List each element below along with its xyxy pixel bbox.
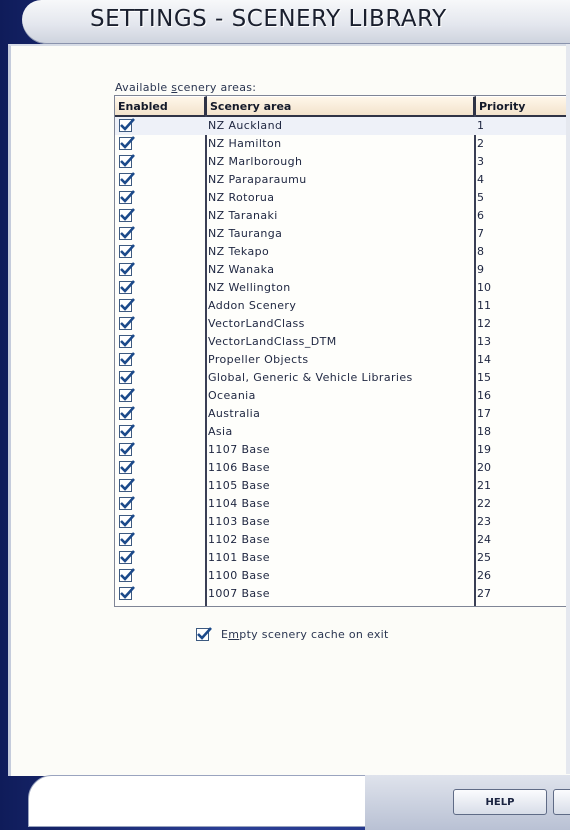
enabled-checkbox[interactable] — [119, 425, 132, 438]
priority-cell: 23 — [477, 515, 491, 528]
priority-cell: 22 — [477, 497, 491, 510]
checkmark-icon — [119, 387, 135, 403]
enabled-checkbox[interactable] — [119, 587, 132, 600]
checkmark-icon — [119, 441, 135, 457]
checkmark-icon — [119, 549, 135, 565]
scenery-area-cell: 1007 Base — [208, 587, 270, 600]
table-row[interactable] — [115, 315, 570, 333]
table-row[interactable] — [115, 369, 570, 387]
table-row[interactable] — [115, 135, 570, 153]
table-row[interactable] — [115, 567, 570, 585]
checkmark-icon — [119, 369, 135, 385]
priority-cell: 9 — [477, 263, 484, 276]
checkmark-icon — [119, 531, 135, 547]
checkmark-icon — [119, 513, 135, 529]
column-header-scenery-area[interactable]: Scenery area — [207, 96, 476, 115]
checkmark-icon — [119, 207, 135, 223]
enabled-checkbox[interactable] — [119, 227, 132, 240]
enabled-checkbox[interactable] — [119, 155, 132, 168]
priority-cell: 17 — [477, 407, 491, 420]
table-row[interactable] — [115, 279, 570, 297]
checkmark-icon — [119, 351, 135, 367]
enabled-checkbox[interactable] — [119, 497, 132, 510]
help-button[interactable]: HELP — [453, 789, 547, 815]
title-bar — [22, 0, 570, 44]
priority-cell: 14 — [477, 353, 491, 366]
content-panel — [8, 44, 570, 776]
scenery-area-cell: Asia — [208, 425, 233, 438]
enabled-checkbox[interactable] — [119, 209, 132, 222]
priority-cell: 27 — [477, 587, 491, 600]
checkmark-icon — [119, 423, 135, 439]
checkmark-icon — [119, 297, 135, 313]
enabled-checkbox[interactable] — [119, 389, 132, 402]
scenery-area-cell: 1102 Base — [208, 533, 270, 546]
table-row[interactable] — [115, 189, 570, 207]
table-row[interactable] — [115, 549, 570, 567]
checkmark-icon — [119, 225, 135, 241]
table-row[interactable] — [115, 423, 570, 441]
checkmark-icon — [119, 117, 135, 133]
status-area — [28, 775, 366, 827]
scenery-area-cell: 1107 Base — [208, 443, 270, 456]
window-title: SETTINGS - SCENERY LIBRARY — [90, 6, 447, 32]
table-row[interactable] — [115, 351, 570, 369]
checkmark-icon — [119, 333, 135, 349]
scenery-area-cell: NZ Auckland — [208, 119, 283, 132]
enabled-checkbox[interactable] — [119, 335, 132, 348]
priority-cell: 6 — [477, 209, 484, 222]
scenery-area-cell: 1106 Base — [208, 461, 270, 474]
priority-cell: 26 — [477, 569, 491, 582]
scenery-area-cell: Global, Generic & Vehicle Libraries — [208, 371, 413, 384]
table-row[interactable] — [115, 495, 570, 513]
table-row[interactable] — [115, 207, 570, 225]
scenery-area-cell: NZ Rotorua — [208, 191, 275, 204]
checkmark-icon — [119, 405, 135, 421]
priority-cell: 7 — [477, 227, 484, 240]
priority-cell: 15 — [477, 371, 491, 384]
panel-edge — [566, 44, 570, 774]
scenery-area-cell: VectorLandClass — [208, 317, 305, 330]
checkmark-icon — [119, 189, 135, 205]
table-row[interactable] — [115, 261, 570, 279]
checkmark-icon — [119, 585, 135, 601]
priority-cell: 24 — [477, 533, 491, 546]
enabled-checkbox[interactable] — [119, 515, 132, 528]
table-row[interactable] — [115, 513, 570, 531]
checkmark-icon — [119, 153, 135, 169]
priority-cell: 2 — [477, 137, 484, 150]
enabled-checkbox[interactable] — [119, 443, 132, 456]
scenery-area-cell: 1101 Base — [208, 551, 270, 564]
enabled-checkbox[interactable] — [119, 263, 132, 276]
priority-cell: 11 — [477, 299, 491, 312]
table-row[interactable] — [115, 459, 570, 477]
table-row[interactable] — [115, 531, 570, 549]
next-button[interactable] — [553, 789, 570, 815]
priority-cell: 16 — [477, 389, 491, 402]
scenery-area-cell: NZ Paraparaumu — [208, 173, 307, 186]
table-row[interactable] — [115, 297, 570, 315]
scenery-area-cell: NZ Marlborough — [208, 155, 303, 168]
scenery-area-cell: NZ Tekapo — [208, 245, 270, 258]
scenery-area-cell: NZ Tauranga — [208, 227, 283, 240]
checkmark-icon — [119, 171, 135, 187]
enabled-checkbox[interactable] — [119, 461, 132, 474]
column-header-enabled[interactable]: Enabled — [115, 96, 207, 115]
checkmark-icon — [119, 243, 135, 259]
checkmark-icon — [119, 135, 135, 151]
scenery-area-cell: Australia — [208, 407, 261, 420]
priority-cell: 13 — [477, 335, 491, 348]
scenery-area-cell: NZ Wellington — [208, 281, 291, 294]
scenery-area-cell: Propeller Objects — [208, 353, 309, 366]
enabled-checkbox[interactable] — [119, 407, 132, 420]
available-areas-label: Available scenery areas: — [115, 81, 257, 94]
column-header-priority[interactable]: Priority — [476, 96, 570, 115]
empty-cache-label: Empty scenery cache on exit — [221, 628, 389, 641]
checkmark-icon — [119, 315, 135, 331]
enabled-checkbox[interactable] — [119, 569, 132, 582]
enabled-checkbox[interactable] — [119, 533, 132, 546]
table-row[interactable] — [115, 225, 570, 243]
priority-cell: 5 — [477, 191, 484, 204]
checkmark-icon — [119, 477, 135, 493]
priority-cell: 1 — [477, 119, 484, 132]
checkmark-icon — [119, 261, 135, 277]
table-row[interactable] — [115, 477, 570, 495]
enabled-checkbox[interactable] — [119, 353, 132, 366]
checkmark-icon — [119, 567, 135, 583]
checkmark-icon — [196, 626, 212, 642]
table-row[interactable] — [115, 171, 570, 189]
enabled-checkbox[interactable] — [119, 317, 132, 330]
scenery-area-cell: Addon Scenery — [208, 299, 297, 312]
table-row[interactable] — [115, 405, 570, 423]
priority-cell: 19 — [477, 443, 491, 456]
priority-cell: 25 — [477, 551, 491, 564]
scenery-area-cell: 1103 Base — [208, 515, 270, 528]
scenery-list[interactable] — [114, 95, 570, 607]
scenery-area-cell: Oceania — [208, 389, 256, 402]
table-row[interactable] — [115, 387, 570, 405]
table-row[interactable] — [115, 117, 570, 135]
enabled-checkbox[interactable] — [119, 191, 132, 204]
scenery-area-cell: VectorLandClass_DTM — [208, 335, 337, 348]
enabled-checkbox[interactable] — [119, 245, 132, 258]
checkmark-icon — [119, 459, 135, 475]
scenery-area-cell: 1104 Base — [208, 497, 270, 510]
list-header — [115, 96, 570, 117]
scenery-area-cell: NZ Taranaki — [208, 209, 278, 222]
priority-cell: 8 — [477, 245, 484, 258]
scenery-area-cell: NZ Hamilton — [208, 137, 282, 150]
empty-cache-checkbox[interactable] — [196, 628, 209, 641]
checkmark-icon — [119, 495, 135, 511]
enabled-checkbox[interactable] — [119, 119, 132, 132]
table-row[interactable] — [115, 243, 570, 261]
priority-cell: 3 — [477, 155, 484, 168]
enabled-checkbox[interactable] — [119, 551, 132, 564]
scenery-area-cell: NZ Wanaka — [208, 263, 275, 276]
scenery-area-cell: 1100 Base — [208, 569, 270, 582]
table-row[interactable] — [115, 585, 570, 603]
priority-cell: 21 — [477, 479, 491, 492]
priority-cell: 4 — [477, 173, 484, 186]
enabled-checkbox[interactable] — [119, 479, 132, 492]
scenery-area-cell: 1105 Base — [208, 479, 270, 492]
priority-cell: 10 — [477, 281, 491, 294]
table-row[interactable] — [115, 153, 570, 171]
table-row[interactable] — [115, 441, 570, 459]
priority-cell: 18 — [477, 425, 491, 438]
enabled-checkbox[interactable] — [119, 299, 132, 312]
enabled-checkbox[interactable] — [119, 173, 132, 186]
enabled-checkbox[interactable] — [119, 281, 132, 294]
enabled-checkbox[interactable] — [119, 371, 132, 384]
priority-cell: 12 — [477, 317, 491, 330]
priority-cell: 20 — [477, 461, 491, 474]
checkmark-icon — [119, 279, 135, 295]
enabled-checkbox[interactable] — [119, 137, 132, 150]
table-row[interactable] — [115, 333, 570, 351]
